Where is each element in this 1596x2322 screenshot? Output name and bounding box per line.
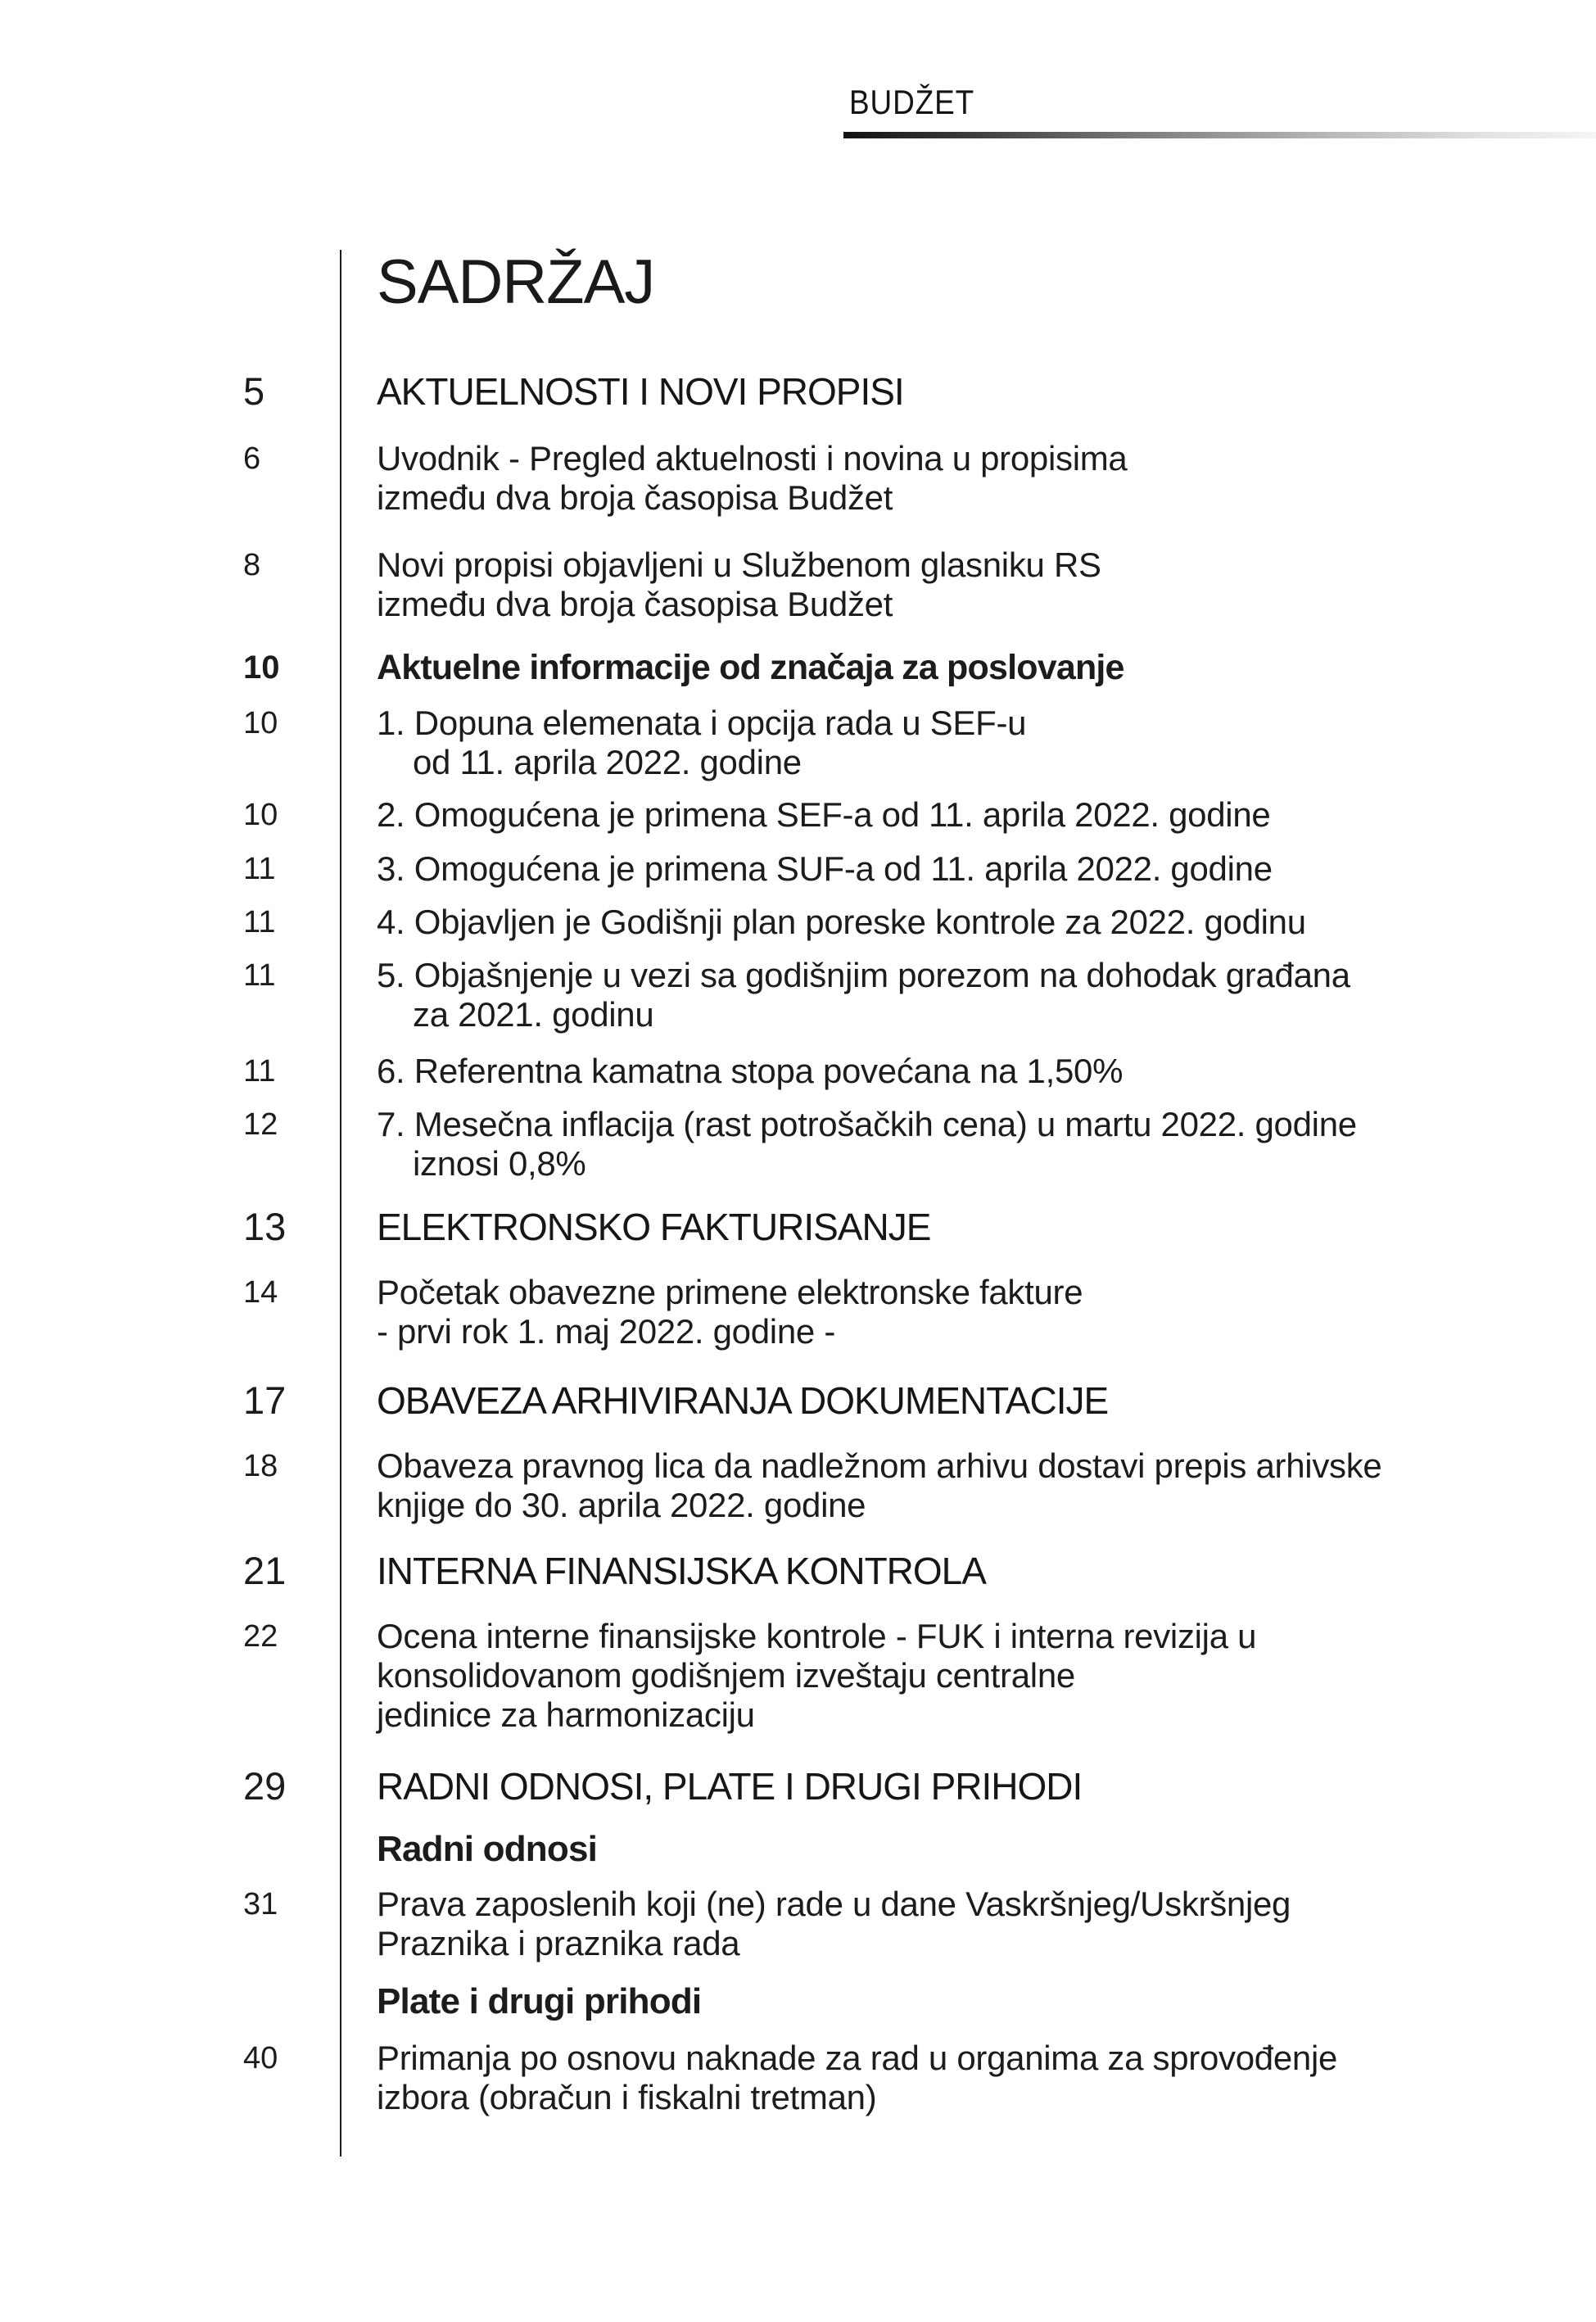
- toc-page-number: 11: [243, 852, 276, 886]
- toc-page-number: 12: [243, 1107, 278, 1142]
- toc-page-number: 11: [243, 958, 276, 993]
- toc-page-number: 22: [243, 1619, 278, 1654]
- toc-page-number: 6: [243, 441, 261, 476]
- toc-item-line: Obaveza pravnog lica da nadležnom arhivu dostavi prepis arhivske: [377, 1446, 1382, 1485]
- toc-page-number: 10: [243, 798, 278, 832]
- toc-item-line: 5. Objašnjenje u vezi sa godišnjim porezom na dohodak građana: [377, 956, 1350, 994]
- toc-item-line: od 11. aprila 2022. godine: [413, 743, 802, 781]
- toc-item-text: [377, 704, 1498, 782]
- masthead-gradient-rule: [843, 132, 1596, 138]
- toc-page-number: 18: [243, 1449, 278, 1483]
- toc-item-text: [377, 1446, 1498, 1525]
- toc-item-text: [377, 795, 1498, 835]
- toc-row: [0, 1828, 1596, 1871]
- toc-page-number: 10: [243, 706, 278, 740]
- toc-item-line: 4. Objavljen je Godišnji plan poreske kontrole za 2022. godinu: [377, 903, 1306, 941]
- toc-item-line: - prvi rok 1. maj 2022. godine -: [377, 1312, 836, 1351]
- toc-item-line: 7. Mesečna inflacija (rast potrošačkih cena) u martu 2022. godine: [377, 1105, 1357, 1143]
- toc-row: [0, 704, 1596, 782]
- toc-item-line: 1. Dopuna elemenata i opcija rada u SEF-u: [377, 704, 1027, 742]
- toc-row: [0, 2039, 1596, 2117]
- toc-item-line: za 2021. godinu: [413, 995, 654, 1034]
- toc-page-number: 31: [243, 1887, 278, 1921]
- toc-row: [0, 1052, 1596, 1091]
- toc-row: [0, 1105, 1596, 1184]
- toc-item-line: jedinice za harmonizaciju: [377, 1695, 755, 1734]
- toc-item-text: [377, 903, 1498, 942]
- toc-row: [0, 1446, 1596, 1525]
- toc-item-text: [377, 1378, 1498, 1424]
- toc-page-number: 5: [243, 369, 265, 413]
- toc-row: [0, 1617, 1596, 1735]
- toc-page-number: 11: [243, 1054, 276, 1089]
- toc-item-line: Novi propisi objavljeni u Službenom glasniku RS: [377, 545, 1101, 584]
- toc-item-line: Radni odnosi: [377, 1829, 598, 1869]
- toc-page-number: 8: [243, 548, 261, 582]
- toc-page-number: 13: [243, 1205, 287, 1248]
- toc-item-line: izbora (obračun i fiskalni tretman): [377, 2078, 877, 2116]
- toc-item-text: [377, 1204, 1498, 1250]
- toc-page-number: 14: [243, 1275, 278, 1310]
- toc-row: [0, 1885, 1596, 1963]
- toc-item-line: Ocena interne finansijske kontrole - FUK i interna revizija u: [377, 1617, 1257, 1655]
- toc-item-text: [377, 956, 1498, 1034]
- toc-row: [0, 1548, 1596, 1594]
- toc-item-line: 3. Omogućena je primena SUF-a od 11. aprila 2022. godine: [377, 849, 1273, 888]
- toc-row: [0, 646, 1596, 689]
- toc-item-line: INTERNA FINANSIJSKA KONTROLA: [377, 1550, 986, 1592]
- toc-page-number: 17: [243, 1378, 287, 1422]
- toc-item-text: [377, 646, 1498, 689]
- toc-row: [0, 439, 1596, 518]
- toc-row: [0, 545, 1596, 624]
- masthead-title: BUDŽET: [849, 83, 975, 121]
- toc-item-line: između dva broja časopisa Budžet: [377, 585, 893, 623]
- toc-item-line: OBAVEZA ARHIVIRANJA DOKUMENTACIJE: [377, 1379, 1109, 1422]
- toc-item-line: 6. Referentna kamatna stopa povećana na 1,50%: [377, 1052, 1124, 1090]
- toc-row: [0, 1980, 1596, 2023]
- toc-row: [0, 1204, 1596, 1250]
- toc-row: [0, 795, 1596, 835]
- toc-item-text: [377, 1273, 1498, 1351]
- toc-page-number: 40: [243, 2041, 278, 2075]
- toc-row: [0, 849, 1596, 889]
- toc-row: [0, 1273, 1596, 1351]
- toc-item-text: [377, 1828, 1498, 1871]
- table-of-contents: [0, 247, 1596, 2117]
- toc-page-number: 29: [243, 1764, 287, 1808]
- toc-item-line: knjige do 30. aprila 2022. godine: [377, 1486, 866, 1524]
- toc-page-number: 10: [243, 650, 280, 686]
- toc-item-line: RADNI ODNOSI, PLATE I DRUGI PRIHODI: [377, 1765, 1083, 1808]
- toc-item-line: Praznika i praznika rada: [377, 1924, 740, 1962]
- toc-row: [0, 1763, 1596, 1809]
- toc-item-line: AKTUELNOSTI I NOVI PROPISI: [377, 370, 904, 413]
- toc-row: [0, 1378, 1596, 1424]
- toc-rows: [0, 369, 1596, 2117]
- toc-item-text: [377, 849, 1498, 889]
- toc-item-line: Prava zaposlenih koji (ne) rade u dane Vaskršnjeg/Uskršnjeg: [377, 1885, 1291, 1923]
- toc-item-text: [377, 1980, 1498, 2023]
- toc-item-line: Početak obavezne primene elektronske fakture: [377, 1273, 1083, 1311]
- toc-item-line: Uvodnik - Pregled aktuelnosti i novina u propisima: [377, 439, 1128, 478]
- toc-item-text: [377, 439, 1498, 518]
- toc-item-line: između dva broja časopisa Budžet: [377, 478, 893, 517]
- toc-item-text: [377, 1885, 1498, 1963]
- toc-item-text: [377, 1617, 1498, 1735]
- toc-item-text: [377, 1052, 1498, 1091]
- toc-item-line: Primanja po osnovu naknade za rad u organima za sprovođenje: [377, 2039, 1338, 2077]
- toc-item-line: Aktuelne informacije od značaja za poslovanje: [377, 648, 1124, 687]
- toc-item-line: 2. Omogućena je primena SEF-a od 11. aprila 2022. godine: [377, 795, 1271, 834]
- toc-item-text: [377, 1548, 1498, 1594]
- toc-page-number: 11: [243, 905, 276, 939]
- toc-row: [0, 903, 1596, 942]
- toc-item-line: iznosi 0,8%: [413, 1144, 586, 1183]
- toc-item-line: Plate i drugi prihodi: [377, 1981, 702, 2021]
- toc-page-number: 21: [243, 1549, 287, 1592]
- toc-item-line: konsolidovanom godišnjem izveštaju centralne: [377, 1656, 1075, 1695]
- toc-item-text: [377, 369, 1498, 414]
- toc-item-line: ELEKTRONSKO FAKTURISANJE: [377, 1206, 931, 1248]
- toc-item-text: [377, 1105, 1498, 1184]
- toc-item-text: [377, 2039, 1498, 2117]
- toc-item-text: [377, 545, 1498, 624]
- toc-row: [0, 369, 1596, 414]
- toc-title: SADRŽAJ: [377, 247, 655, 317]
- toc-item-text: [377, 1763, 1498, 1809]
- toc-row: [0, 956, 1596, 1034]
